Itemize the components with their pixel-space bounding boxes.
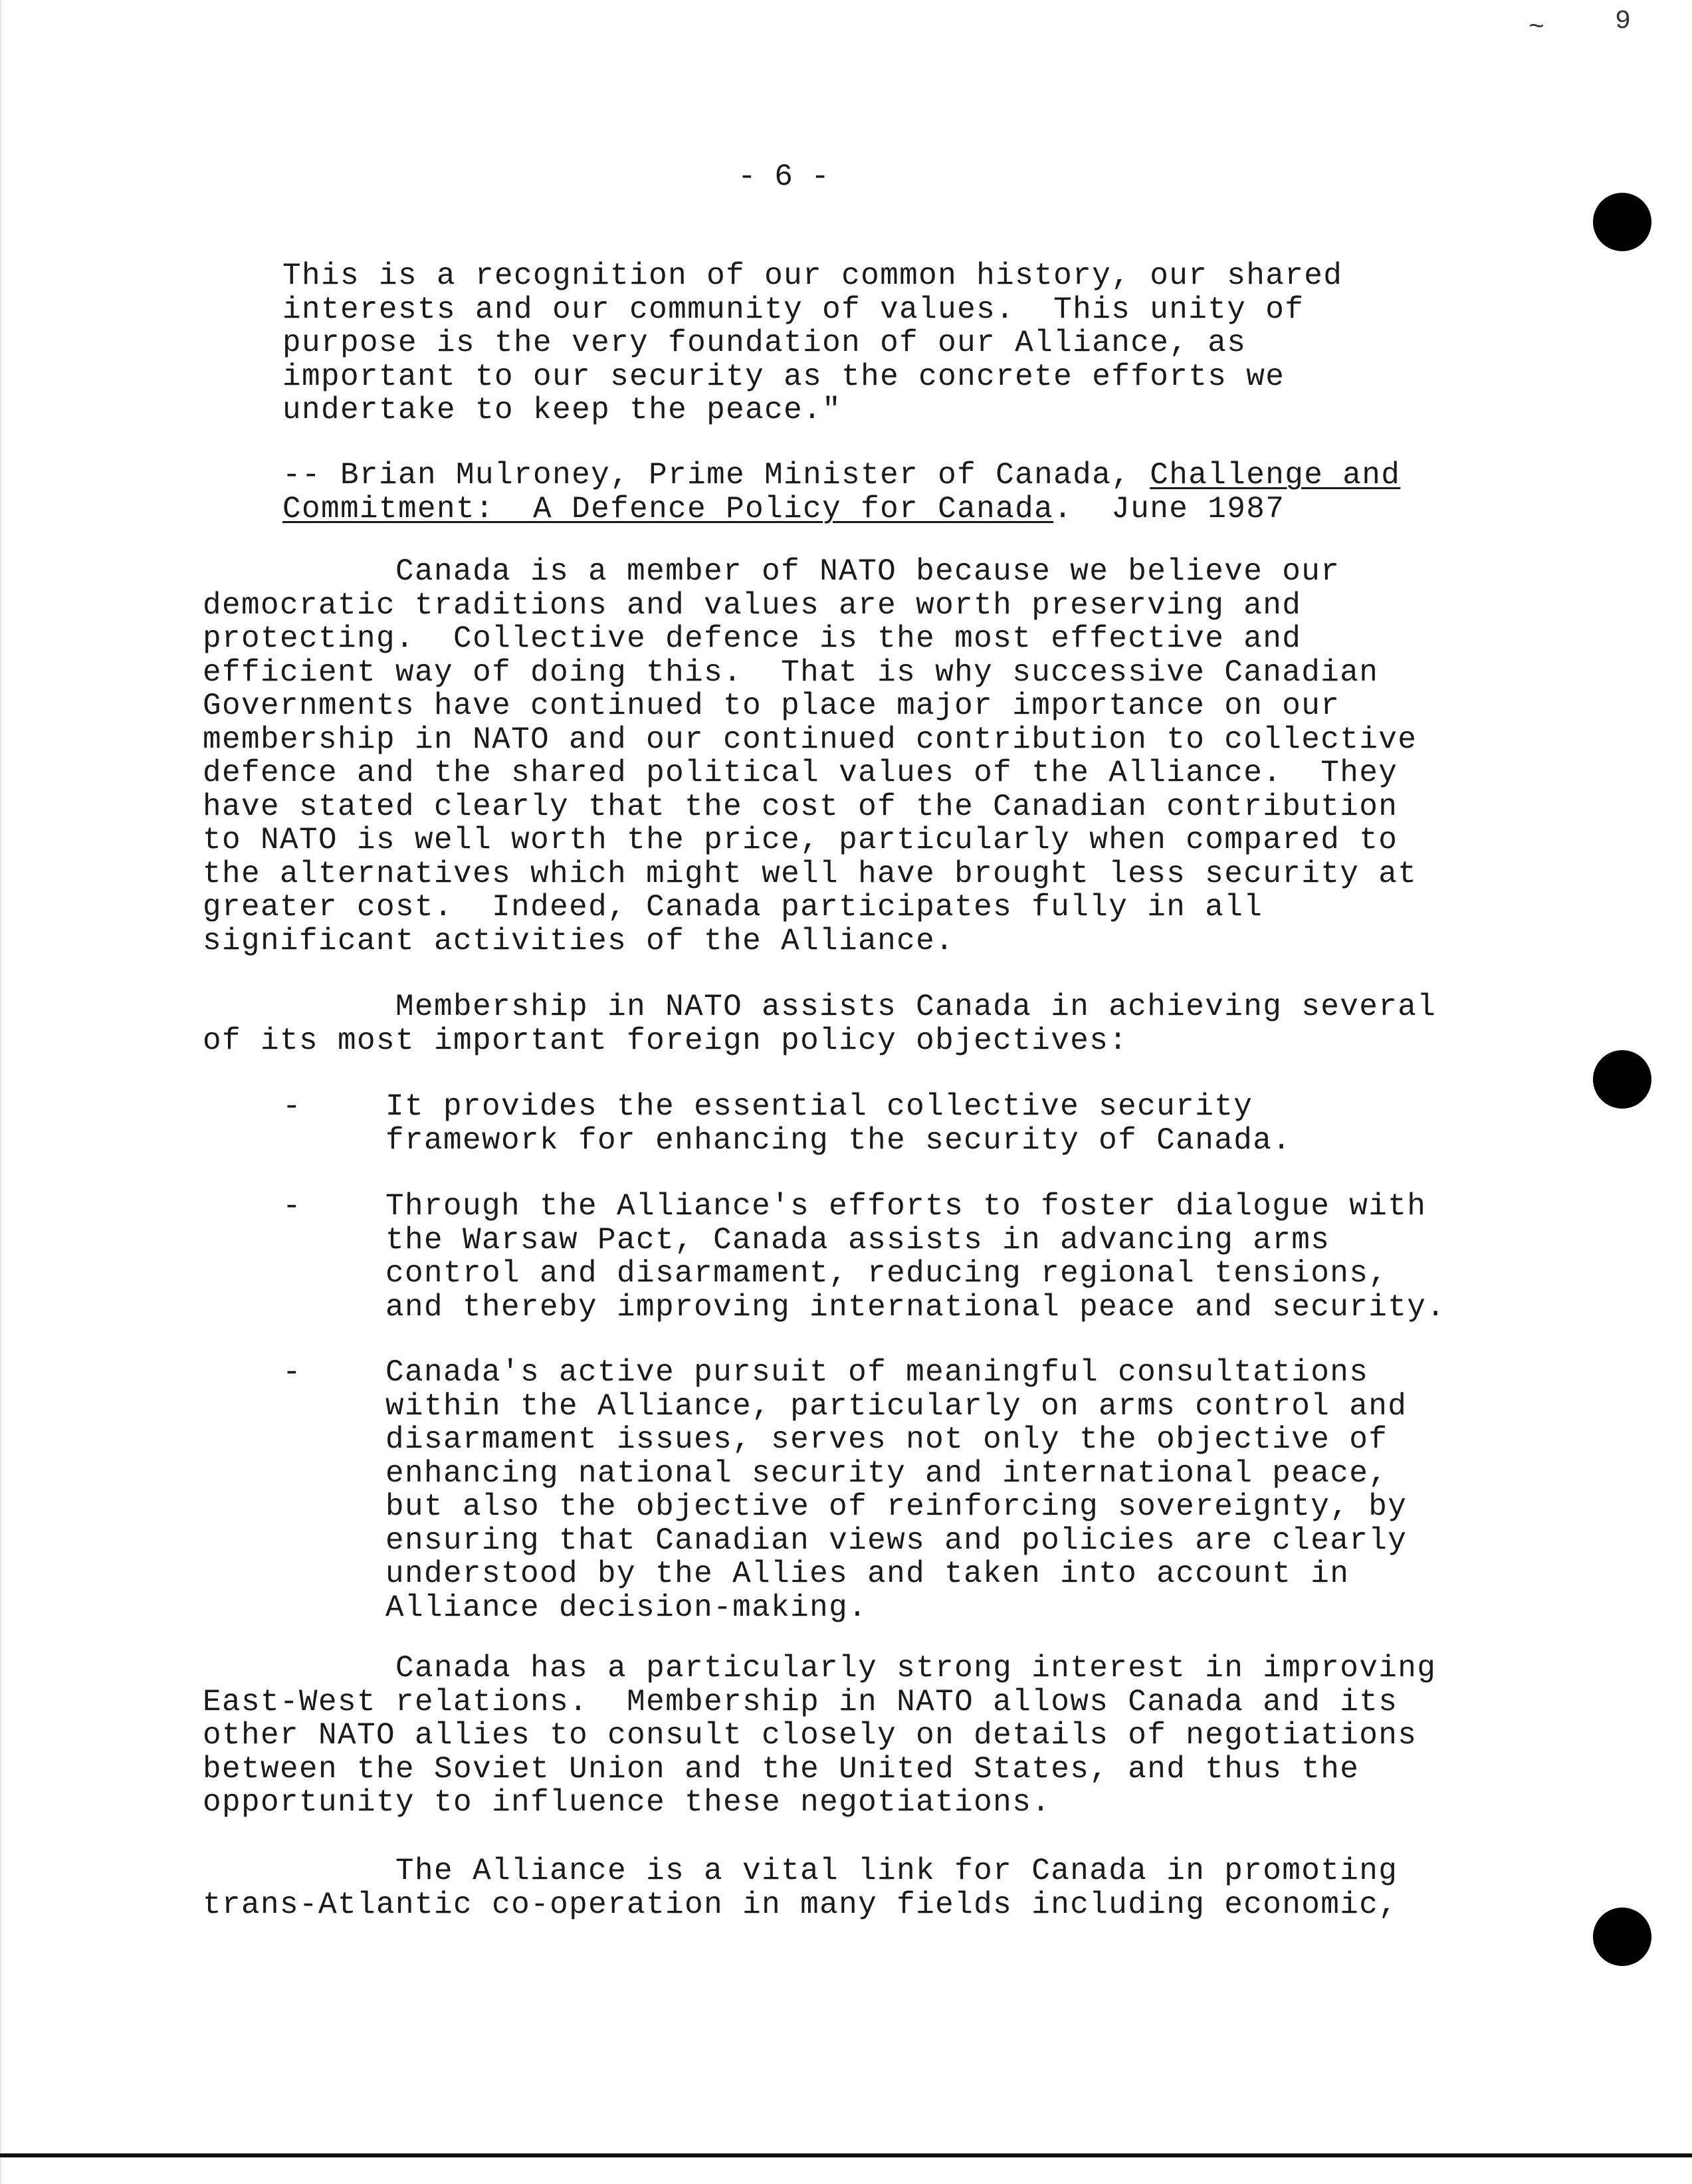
paragraph-line: to NATO is well worth the price, particularly when compared to <box>203 823 1398 857</box>
bullet-dash: - <box>282 1355 301 1390</box>
paragraph-line: Canada is a member of NATO because we believe our <box>203 554 1340 589</box>
quote-line: This is a recognition of our common history, our shared <box>282 259 1343 293</box>
paragraph-line: have stated clearly that the cost of the Canadian contribution <box>203 789 1398 824</box>
paragraph-line: opportunity to influence these negotiations. <box>203 1785 1051 1820</box>
bullet-text <box>385 1190 1515 1324</box>
corner-handwritten-mark: 9 <box>1615 7 1632 37</box>
bullet-line: Canada's active pursuit of meaningful consultations <box>385 1355 1369 1390</box>
punch-hole <box>1593 193 1651 251</box>
bullet-line: framework for enhancing the security of Canada. <box>385 1123 1292 1158</box>
attribution-date: . June 1987 <box>1053 491 1285 526</box>
attribution-author: -- Brian Mulroney, Prime Minister of Canada, <box>282 458 1150 492</box>
quote-line: purpose is the very foundation of our Alliance, as <box>282 326 1247 360</box>
paragraph-line: efficient way of doing this. That is why successive Canadian <box>203 655 1379 690</box>
paragraph-east-west <box>203 1652 1505 1820</box>
punch-hole <box>1593 1908 1651 1966</box>
bullet-line: Alliance decision-making. <box>385 1590 868 1625</box>
bullet-dash: - <box>282 1189 301 1224</box>
paragraph-line: Governments have continued to place major importance on our <box>203 689 1340 723</box>
corner-scribble: ~ <box>1529 13 1545 43</box>
bullet-line: the Warsaw Pact, Canada assists in advancing arms <box>385 1222 1330 1257</box>
paragraph-line: democratic traditions and values are worth preserving and <box>203 588 1302 623</box>
bullet-text <box>385 1090 1515 1157</box>
bullet-line: It provides the essential collective security <box>385 1089 1253 1124</box>
paragraph-line: defence and the shared political values of the Alliance. They <box>203 756 1398 790</box>
punch-hole <box>1593 1050 1651 1109</box>
quote-line: important to our security as the concrete efforts we <box>282 359 1285 394</box>
paragraph-line: Canada has a particularly strong interest in improving <box>203 1651 1437 1686</box>
scan-edge <box>0 0 1 2184</box>
bullet-line: ensuring that Canadian views and policies are clearly <box>385 1523 1408 1558</box>
paragraph-line: East-West relations. Membership in NATO allows Canada and its <box>203 1684 1398 1719</box>
paragraph-objectives-intro <box>203 990 1505 1057</box>
bullet-line: control and disarmament, reducing regional tensions, <box>385 1256 1388 1291</box>
opening-quote <box>282 259 1479 427</box>
attribution-title-part-2: Commitment: A Defence Policy for Canada <box>282 491 1054 526</box>
bullet-line: disarmament issues, serves not only the objective of <box>385 1422 1388 1457</box>
attribution-line-1 <box>282 459 1492 492</box>
paragraph-line: greater cost. Indeed, Canada participates fully in all <box>203 890 1263 925</box>
paragraph-line: protecting. Collective defence is the most effective and <box>203 621 1302 656</box>
bullet-line: within the Alliance, particularly on arms control and <box>385 1388 1408 1424</box>
paragraph-line: between the Soviet Union and the United States, and thus the <box>203 1751 1360 1787</box>
paragraph-line: trans-Atlantic co-operation in many fields including economic, <box>203 1887 1398 1922</box>
attribution-line-2 <box>282 492 1492 526</box>
paragraph-line: Membership in NATO assists Canada in achieving several <box>203 990 1437 1024</box>
bullet-dash: - <box>282 1089 301 1124</box>
paragraph-line: membership in NATO and our continued contribution to collective <box>203 722 1418 757</box>
quote-attribution <box>282 459 1492 526</box>
paragraph-line: The Alliance is a vital link for Canada in promoting <box>203 1854 1398 1888</box>
quote-line: undertake to keep the peace." <box>282 393 842 427</box>
paragraph-line: other NATO allies to consult closely on details of negotiations <box>203 1718 1418 1753</box>
bullet-text <box>385 1356 1515 1624</box>
paragraph-line: of its most important foreign policy objectives: <box>203 1023 1128 1058</box>
bullet-line: and thereby improving international peace and security. <box>385 1289 1446 1325</box>
paragraph-line: the alternatives which might well have brought less security at <box>203 856 1418 891</box>
page-number: - 6 - <box>738 160 830 194</box>
bullet-line: Through the Alliance's efforts to foster dialogue with <box>385 1189 1427 1224</box>
attribution-title-part-1: Challenge and <box>1150 458 1401 492</box>
bullet-line: enhancing national security and international peace, <box>385 1456 1388 1491</box>
paragraph-line: significant activities of the Alliance. <box>203 923 955 958</box>
quote-line: interests and our community of values. This unity of <box>282 292 1305 327</box>
paragraph-trans-atlantic <box>203 1854 1505 1921</box>
paragraph-membership-reasons <box>203 555 1505 958</box>
bullet-line: but also the objective of reinforcing sovereignty, by <box>385 1489 1408 1524</box>
bullet-line: understood by the Allies and taken into account in <box>385 1557 1350 1591</box>
scan-bottom-edge <box>0 2153 1692 2157</box>
